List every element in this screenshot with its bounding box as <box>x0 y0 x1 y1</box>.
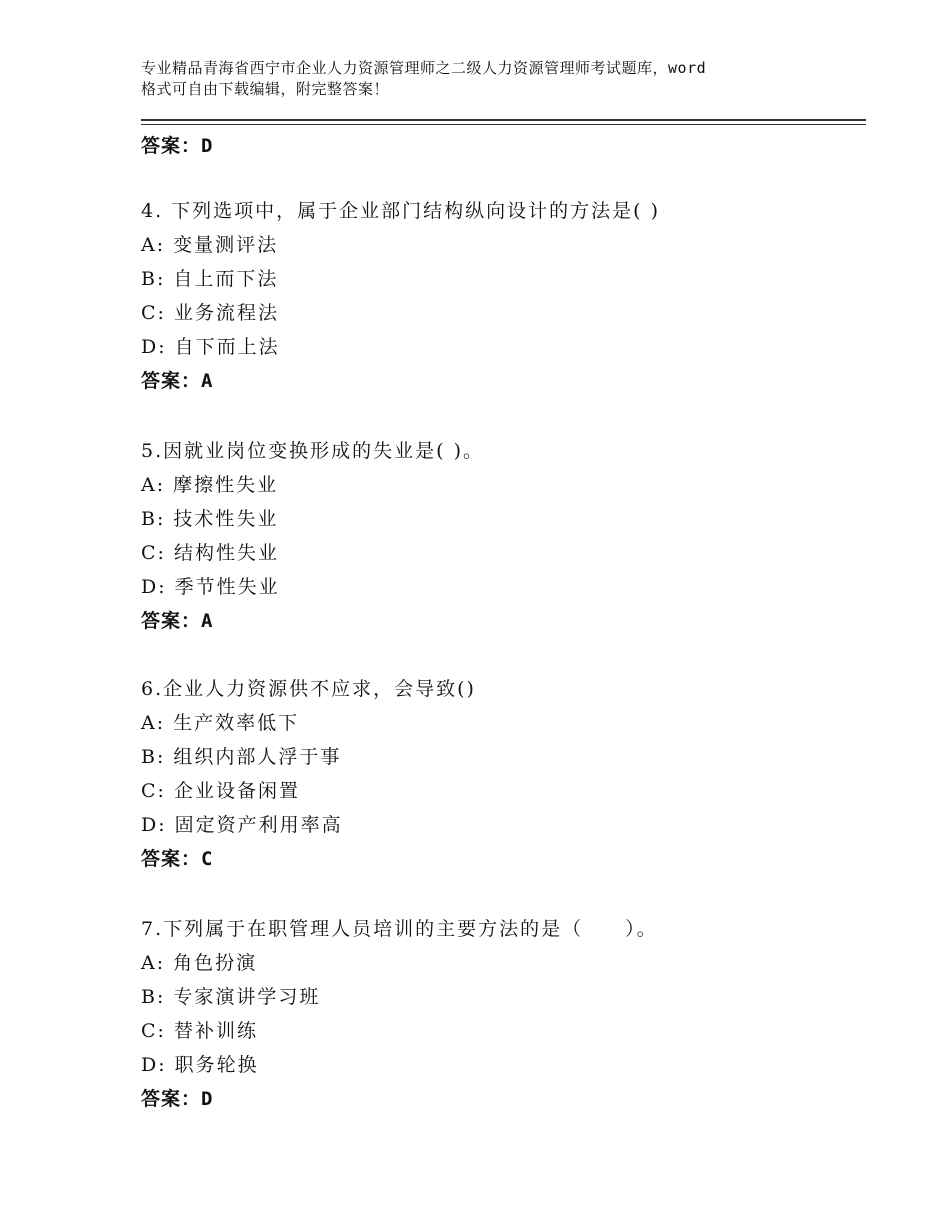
question-answer: 答案：C <box>141 848 214 870</box>
question-answer: 答案：D <box>141 1088 214 1110</box>
question-title: 6.企业人力资源供不应求，会导致() <box>141 678 476 700</box>
option-c: C: 替补训练 <box>141 1020 258 1042</box>
option-d: D: 固定资产利用率高 <box>141 814 343 836</box>
question-answer: 答案：A <box>141 610 214 632</box>
option-d: D: 自下而上法 <box>141 336 280 358</box>
option-a: A: 摩擦性失业 <box>141 474 279 496</box>
previous-answer: 答案：D <box>141 135 214 157</box>
option-a: A: 角色扮演 <box>141 952 258 974</box>
header-line-2: 格式可自由下载编辑，附完整答案！ <box>141 80 390 98</box>
document-header <box>141 58 831 100</box>
option-a: A: 变量测评法 <box>141 234 279 256</box>
question-answer: 答案：A <box>141 370 214 392</box>
option-d: D: 季节性失业 <box>141 576 280 598</box>
question-title: 4. 下列选项中，属于企业部门结构纵向设计的方法是( ) <box>141 200 661 222</box>
question-block <box>141 912 866 1116</box>
option-c: C: 结构性失业 <box>141 542 279 564</box>
option-b: B: 自上而下法 <box>141 268 279 290</box>
header-line-1: 专业精品青海省西宁市企业人力资源管理师之二级人力资源管理师考试题库，word <box>141 59 707 77</box>
option-b: B: 专家演讲学习班 <box>141 986 321 1008</box>
option-a: A: 生产效率低下 <box>141 712 300 734</box>
option-b: B: 组织内部人浮于事 <box>141 746 342 768</box>
header-rule-bottom <box>141 124 866 125</box>
question-block <box>141 434 866 638</box>
option-c: C: 企业设备闲置 <box>141 780 300 802</box>
option-c: C: 业务流程法 <box>141 302 279 324</box>
question-block <box>141 672 866 876</box>
question-title: 7.下列属于在职管理人员培训的主要方法的是（ ）。 <box>141 918 658 940</box>
option-b: B: 技术性失业 <box>141 508 279 530</box>
question-title: 5.因就业岗位变换形成的失业是( )。 <box>141 440 484 462</box>
header-rule-top <box>141 119 866 121</box>
question-block <box>141 194 866 398</box>
option-d: D: 职务轮换 <box>141 1054 259 1076</box>
